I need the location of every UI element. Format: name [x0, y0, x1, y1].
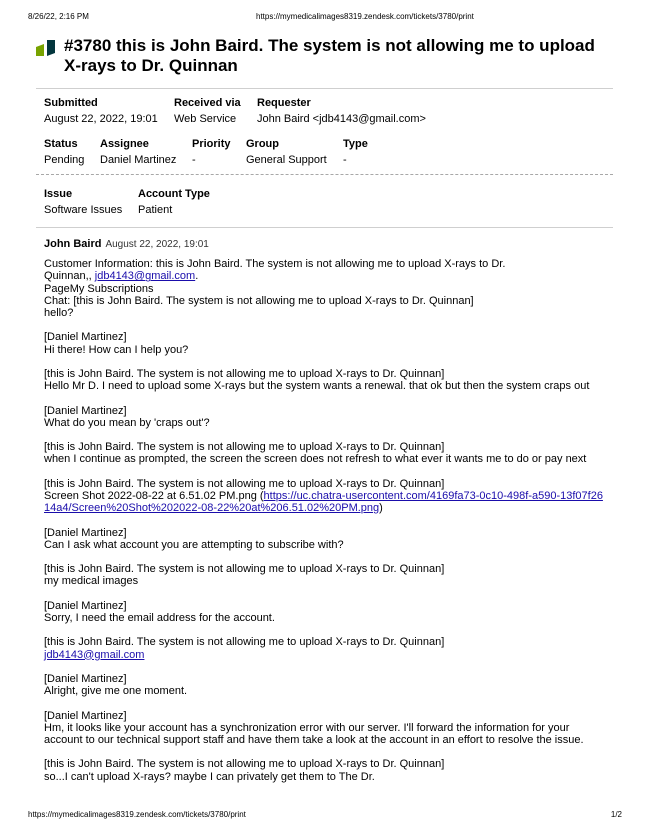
comment-date: August 22, 2022, 19:01: [105, 239, 209, 250]
punctuation: ): [379, 502, 383, 515]
type-label: Type: [343, 138, 368, 150]
chat-message: Hi there! How can I help you?: [44, 343, 189, 356]
customer-info-line: Quinnan,,: [44, 270, 95, 283]
received-via-label: Received via: [174, 97, 241, 109]
page-number: 1/2: [610, 810, 622, 819]
chat-message: Alright, give me one moment.: [44, 685, 188, 698]
page-line: PageMy Subscriptions: [44, 282, 154, 295]
ticket-title-row: [36, 36, 606, 76]
agent-tag: [Daniel Martinez]: [44, 599, 127, 612]
status-label: Status: [44, 138, 78, 150]
comment-author: John Baird: [44, 238, 102, 250]
status-value: Pending: [44, 154, 85, 166]
agent-tag: [Daniel Martinez]: [44, 526, 127, 539]
chat-entry: [44, 478, 609, 515]
customer-info: [44, 258, 609, 319]
comment-body: [44, 258, 609, 783]
issue-label: Issue: [44, 188, 73, 200]
agent-tag: [Daniel Martinez]: [44, 709, 127, 722]
footer-url: https://mymedicalimages8319.zendesk.com/tickets/3780/print: [28, 810, 246, 819]
chat-message: What do you mean by 'craps out'?: [44, 416, 210, 429]
agent-tag: [Daniel Martinez]: [44, 404, 127, 417]
ticket-title: #3780 this is John Baird. The system is not allowing me to upload X-rays to Dr. Quinnan: [64, 36, 595, 75]
zendesk-logo-icon: [36, 40, 58, 56]
chat-entry: [44, 600, 609, 624]
meta-row-status: [44, 136, 609, 170]
chat-message: so...I can't upload X-rays? maybe I can privately get them to The Dr.: [44, 770, 375, 783]
chat-message: hello?: [44, 307, 74, 320]
print-header: [28, 12, 622, 24]
requester-value: John Baird <jdb4143@gmail.com>: [257, 113, 426, 125]
divider: [36, 227, 613, 228]
group-value: General Support: [246, 154, 327, 166]
chat-message: Can I ask what account you are attempting to subscribe with?: [44, 538, 344, 551]
chat-entry: [44, 331, 609, 355]
chat-entry: [44, 673, 609, 697]
customer-tag: [this is John Baird. The system is not allowing me to upload X-rays to Dr. Quinnan]: [44, 636, 445, 649]
chat-entry: [44, 563, 609, 587]
chat-entry: [44, 441, 609, 465]
meta-row-submission: [44, 95, 609, 129]
customer-tag: [this is John Baird. The system is not allowing me to upload X-rays to Dr. Quinnan]: [44, 758, 445, 771]
chat-message: my medical images: [44, 575, 139, 588]
received-via-value: Web Service: [174, 113, 237, 125]
group-label: Group: [246, 138, 279, 150]
comment: [44, 238, 609, 783]
customer-tag: [this is John Baird. The system is not allowing me to upload X-rays to Dr. Quinnan]: [44, 477, 445, 490]
submitted-label: Submitted: [44, 97, 98, 109]
type-value: -: [343, 154, 347, 166]
meta-row-custom-fields: [44, 186, 609, 220]
divider: [36, 88, 613, 89]
assignee-value: Daniel Martinez: [100, 154, 177, 166]
chat-entry: [44, 710, 609, 747]
agent-tag: [Daniel Martinez]: [44, 672, 127, 685]
priority-value: -: [192, 154, 196, 166]
issue-value: Software Issues: [44, 204, 123, 216]
customer-email-link[interactable]: jdb4143@gmail.com: [94, 270, 196, 283]
account-type-label: Account Type: [138, 188, 210, 200]
customer-tag: [this is John Baird. The system is not allowing me to upload X-rays to Dr. Quinnan]: [44, 368, 445, 380]
chat-entry: [44, 758, 609, 782]
chat-message: when I continue as prompted, the screen the screen does not refresh to what ever it wants me to do or pay next: [44, 453, 587, 466]
chat-line: Chat: [this is John Baird. The system is not allowing me to upload X-rays to Dr. Quinnan]: [44, 294, 474, 307]
divider-dashed: [36, 174, 613, 175]
chat-message: Sorry, I need the email address for the account.: [44, 611, 275, 624]
account-type-value: Patient: [138, 204, 173, 216]
screenshot-link[interactable]: https://uc.chatra-usercontent.com/4169fa73-0c10-498f-a590-13f07f2614a4/Screen%20Shot%202022-08-22%20at%206.51.02%20PM.png: [44, 489, 603, 515]
punctuation: .: [195, 270, 199, 283]
submitted-value: August 22, 2022, 19:01: [44, 113, 158, 125]
chat-entry: [44, 368, 609, 392]
print-footer: [28, 810, 622, 822]
assignee-label: Assignee: [100, 138, 149, 150]
chat-entry: [44, 527, 609, 551]
screenshot-name: Screen Shot 2022-08-22 at 6.51.02 PM.png (: [44, 489, 264, 502]
print-datetime: 8/26/22, 2:16 PM: [28, 12, 89, 21]
customer-info-line: Customer Information: this is John Baird. The system is not allowing me to upload X-rays to Dr.: [44, 258, 506, 271]
requester-label: Requester: [257, 97, 311, 109]
print-url: https://mymedicalimages8319.zendesk.com/tickets/3780/print: [256, 12, 474, 21]
chat-message: Hello Mr D. I need to upload some X-rays but the system wants a renewal. that ok but then the system craps out: [44, 380, 590, 393]
customer-tag: [this is John Baird. The system is not allowing me to upload X-rays to Dr. Quinnan]: [44, 441, 445, 454]
agent-tag: [Daniel Martinez]: [44, 331, 127, 344]
chat-message: Hm, it looks like your account has a synchronization error with our server. I'll forward the information for your account to our technical support staff and have them take a look at the account in an effort to resolve the issue.: [44, 721, 584, 746]
email-link[interactable]: jdb4143@gmail.com: [44, 648, 145, 661]
comment-header: [44, 238, 609, 251]
chat-entry: [44, 636, 609, 660]
customer-tag: [this is John Baird. The system is not allowing me to upload X-rays to Dr. Quinnan]: [44, 563, 445, 576]
chat-entry: [44, 405, 609, 429]
priority-label: Priority: [192, 138, 231, 150]
